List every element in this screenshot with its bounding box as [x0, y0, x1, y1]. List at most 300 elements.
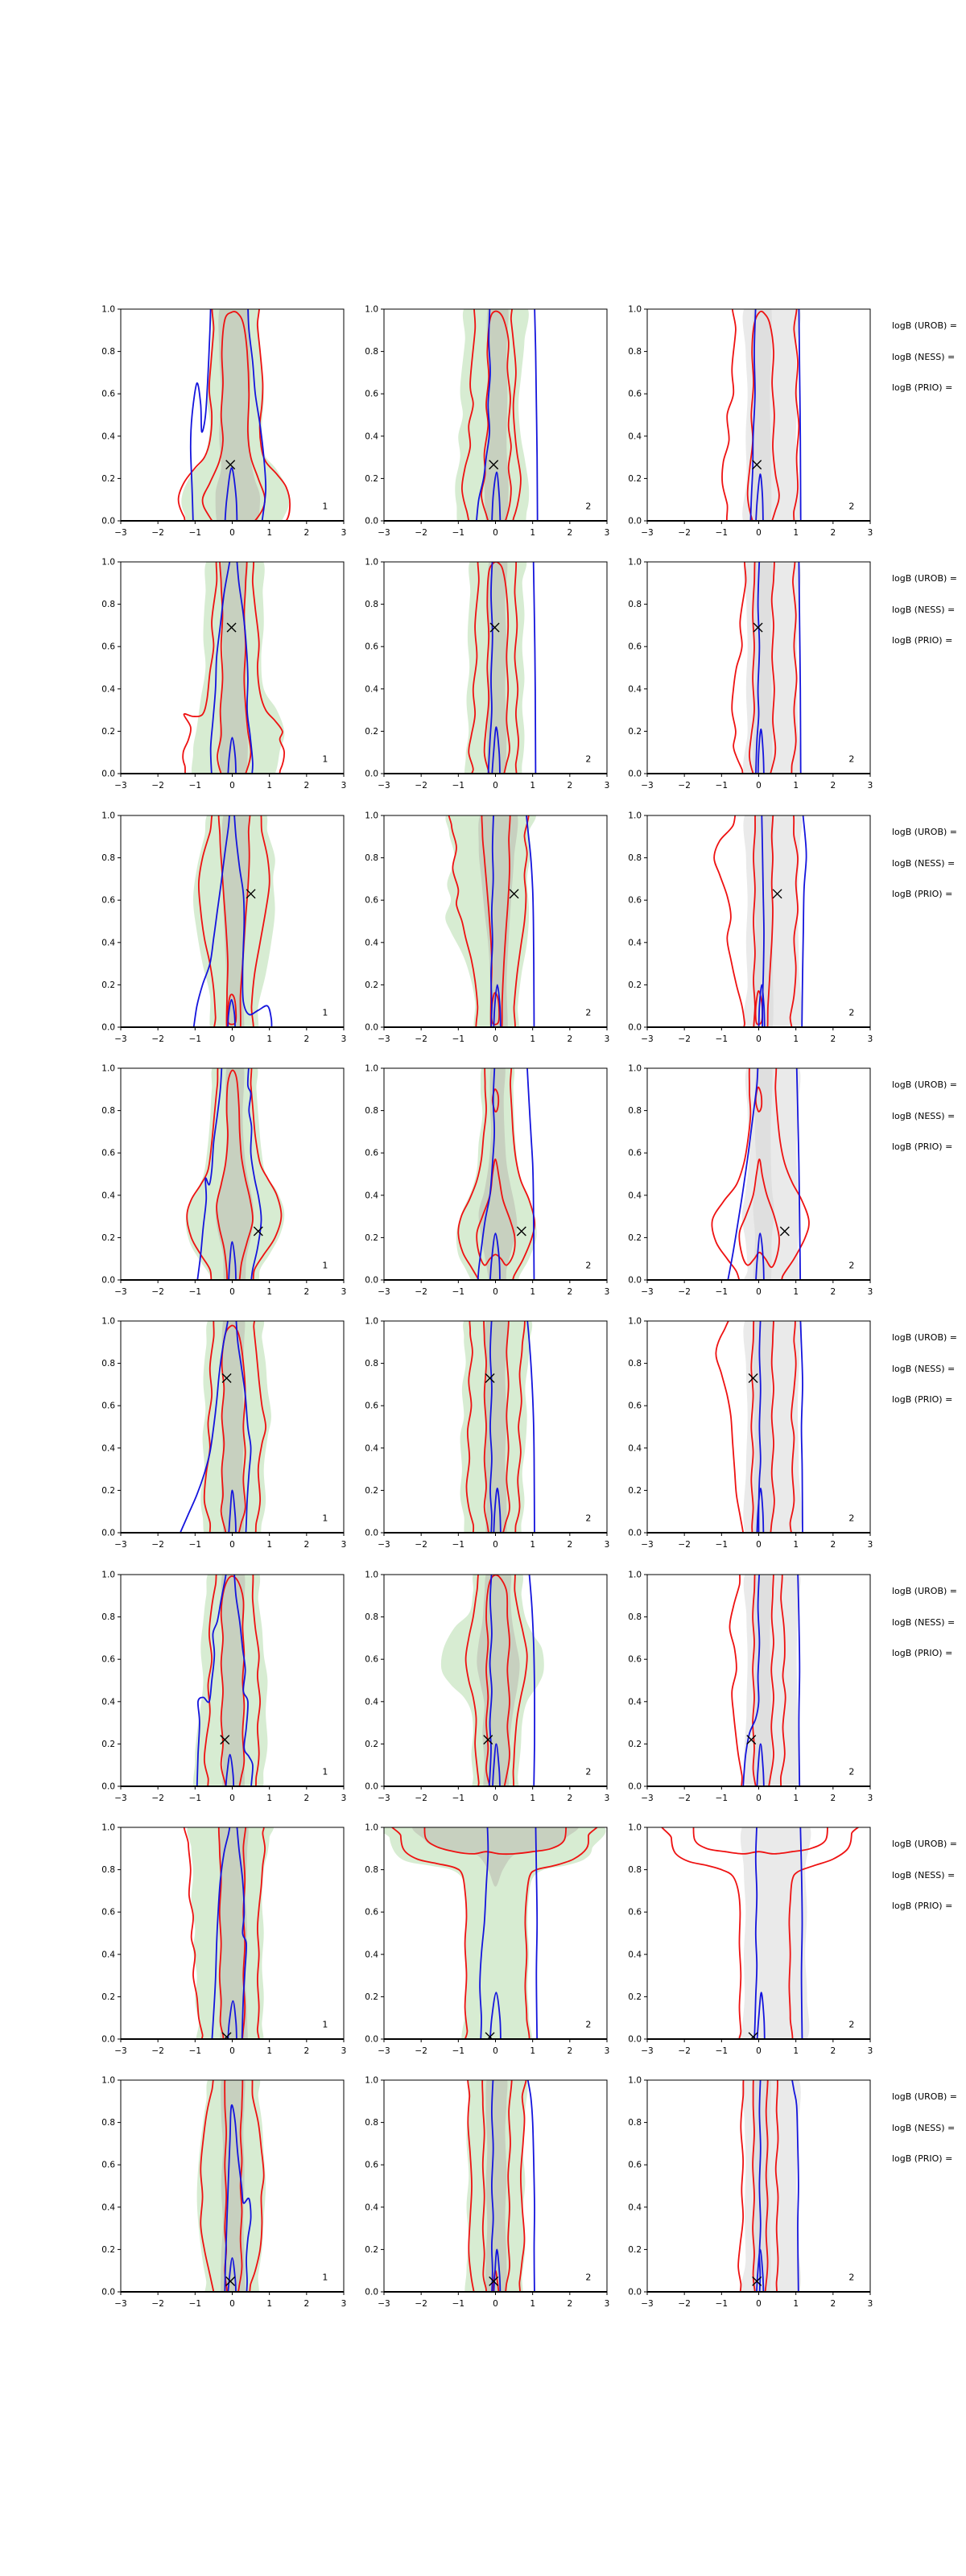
x-tick-label: 3 — [341, 1794, 347, 1803]
panel-corner-label: 2 — [848, 753, 855, 765]
x-tick-label: −1 — [452, 781, 465, 791]
panel-corner-label: 1 — [322, 1513, 328, 1524]
y-tick-label: 0.4 — [365, 1697, 378, 1707]
y-tick-label: 1.0 — [101, 1316, 115, 1327]
contour-plot-row2-col1 — [85, 554, 355, 803]
y-tick-label: 0.8 — [365, 853, 378, 864]
y-tick-label: 0.6 — [365, 389, 378, 399]
x-tick-label: −2 — [678, 2299, 691, 2309]
y-tick-label: 0.6 — [365, 1401, 378, 1411]
x-tick-label: 1 — [530, 1034, 536, 1044]
x-tick-label: −3 — [114, 1540, 127, 1550]
contours-layer — [445, 807, 536, 1045]
y-tick-label: 1.0 — [628, 304, 642, 315]
y-tick-label: 1.0 — [101, 304, 115, 315]
panel-corner-label: 1 — [322, 501, 328, 512]
y-tick-label: 0.6 — [101, 389, 115, 399]
y-tick-label: 1.0 — [101, 1570, 115, 1580]
x-tick-label: −3 — [378, 2046, 390, 2056]
x-tick-label: −3 — [378, 2299, 390, 2309]
y-tick-label: 1.0 — [365, 1063, 378, 1074]
y-tick-label: 0.8 — [101, 600, 115, 610]
x-tick-label: 2 — [567, 781, 573, 791]
x-tick-label: 1 — [793, 528, 799, 538]
x-tick-label: 2 — [303, 1034, 310, 1044]
x-tick-label: −2 — [151, 528, 164, 538]
x-tick-label: 1 — [530, 2299, 536, 2309]
side-label-urob: logB (UROB) = — [892, 320, 958, 331]
x-tick-label: −3 — [378, 781, 390, 791]
y-tick-label: 0.8 — [101, 1865, 115, 1876]
x-tick-label: −1 — [715, 1034, 729, 1044]
panel-corner-label: 1 — [322, 1007, 328, 1018]
contours-layer — [193, 807, 275, 1044]
x-tick-label: 1 — [266, 1540, 273, 1550]
x-tick-label: 3 — [341, 781, 347, 791]
x-tick-label: −3 — [114, 2299, 127, 2309]
panel-corner-label: 2 — [585, 501, 592, 512]
y-tick-label: 0.8 — [101, 2118, 115, 2128]
x-tick-label: 2 — [567, 1540, 573, 1550]
x-tick-label: 3 — [867, 1540, 873, 1550]
y-tick-label: 1.0 — [628, 1316, 642, 1327]
y-tick-label: 0.2 — [101, 473, 115, 484]
side-label-urob: logB (UROB) = — [892, 2091, 958, 2102]
y-tick-label: 0.2 — [628, 980, 642, 990]
x-tick-label: −2 — [151, 1287, 164, 1297]
y-tick-label: 0.6 — [628, 389, 642, 399]
y-tick-label: 0.8 — [628, 1865, 642, 1876]
panel-corner-label: 2 — [585, 1513, 592, 1524]
y-tick-label: 0.0 — [101, 2287, 115, 2297]
side-label-ness: logB (NESS) = — [892, 1111, 956, 1121]
x-tick-label: 1 — [793, 2299, 799, 2309]
x-tick-label: −2 — [678, 2046, 691, 2056]
x-tick-label: −2 — [678, 1034, 691, 1044]
x-tick-label: 0 — [756, 528, 762, 538]
x-tick-label: −3 — [378, 1034, 390, 1044]
y-tick-label: 0.8 — [628, 853, 642, 864]
contours-layer — [464, 554, 535, 791]
x-tick-label: 1 — [266, 1287, 273, 1297]
y-tick-label: 0.8 — [101, 1612, 115, 1623]
y-tick-label: 0.0 — [628, 2287, 642, 2297]
panel-corner-label: 2 — [585, 753, 592, 765]
y-tick-label: 1.0 — [628, 811, 642, 821]
y-tick-label: 1.0 — [101, 811, 115, 821]
x-tick-label: −2 — [678, 528, 691, 538]
y-tick-label: 0.0 — [365, 2287, 378, 2297]
contour-line-blue — [535, 1823, 537, 2044]
y-tick-label: 0.0 — [101, 1781, 115, 1792]
y-tick-label: 0.6 — [628, 2160, 642, 2170]
contours-layer — [729, 1567, 800, 1801]
y-tick-label: 0.6 — [101, 1148, 115, 1158]
x-tick-label: −1 — [452, 1287, 465, 1297]
x-tick-label: 2 — [830, 1034, 836, 1044]
x-tick-label: 0 — [229, 1794, 235, 1803]
x-tick-label: 0 — [756, 1287, 762, 1297]
x-tick-label: 3 — [867, 781, 873, 791]
x-tick-label: −2 — [151, 2299, 164, 2309]
y-tick-label: 0.2 — [101, 1232, 115, 1243]
x-tick-label: −1 — [188, 2299, 202, 2309]
y-tick-label: 1.0 — [365, 1316, 378, 1327]
x-tick-label: 0 — [756, 2046, 762, 2056]
x-tick-label: 3 — [867, 2046, 873, 2056]
y-tick-label: 0.8 — [101, 1106, 115, 1117]
x-tick-label: 3 — [604, 1540, 610, 1550]
y-tick-label: 0.2 — [628, 1485, 642, 1496]
x-tick-label: 0 — [229, 2299, 235, 2309]
side-label-urob: logB (UROB) = — [892, 1586, 958, 1596]
x-tick-label: 2 — [830, 528, 836, 538]
x-tick-label: 1 — [266, 1794, 273, 1803]
x-tick-label: 3 — [604, 1794, 610, 1803]
side-label-prio: logB (PRIO) = — [892, 1394, 953, 1405]
side-label-ness: logB (NESS) = — [892, 858, 956, 869]
y-tick-label: 1.0 — [365, 2075, 378, 2086]
contour-line-blue — [799, 305, 800, 526]
y-tick-label: 0.2 — [101, 2244, 115, 2255]
x-tick-label: −1 — [715, 1540, 729, 1550]
contour-plot-row8-col3 — [612, 2072, 881, 2321]
x-tick-label: 2 — [303, 781, 310, 791]
x-tick-label: −2 — [415, 781, 427, 791]
x-tick-label: 0 — [229, 1034, 235, 1044]
contour-plot-row5-col3 — [612, 1313, 881, 1562]
x-tick-label: −3 — [641, 1034, 654, 1044]
side-label-urob: logB (UROB) = — [892, 827, 958, 837]
x-tick-label: −2 — [678, 1794, 691, 1803]
x-tick-label: 2 — [567, 1034, 573, 1044]
x-tick-label: −2 — [678, 1287, 691, 1297]
y-tick-label: 0.8 — [628, 1106, 642, 1117]
y-tick-label: 1.0 — [365, 557, 378, 568]
y-tick-label: 1.0 — [628, 557, 642, 568]
y-tick-label: 0.0 — [101, 1022, 115, 1033]
x-tick-label: −2 — [415, 2299, 427, 2309]
y-tick-label: 0.6 — [628, 1148, 642, 1158]
x-tick-label: −1 — [188, 1287, 202, 1297]
x-tick-label: 3 — [867, 1794, 873, 1803]
contours-layer — [441, 1567, 544, 1801]
contours-layer — [456, 1060, 537, 1293]
y-tick-label: 0.0 — [101, 2034, 115, 2045]
x-tick-label: −2 — [151, 1034, 164, 1044]
x-tick-label: 1 — [266, 2046, 273, 2056]
y-tick-label: 0.2 — [365, 980, 378, 990]
y-tick-label: 0.2 — [101, 726, 115, 737]
x-tick-label: 2 — [830, 1287, 836, 1297]
x-tick-label: −3 — [641, 2299, 654, 2309]
panel-corner-label: 1 — [322, 1766, 328, 1777]
x-tick-label: 3 — [341, 1540, 347, 1550]
kde-fill-ginner — [485, 1314, 509, 1549]
x-tick-label: 2 — [567, 528, 573, 538]
contour-plot-row3-col2 — [349, 807, 618, 1056]
panel-corner-label: 2 — [585, 2272, 592, 2283]
panel-corner-label: 2 — [585, 2019, 592, 2030]
y-tick-label: 0.8 — [628, 600, 642, 610]
x-tick-label: −3 — [378, 1794, 390, 1803]
y-tick-label: 0.6 — [365, 642, 378, 652]
x-tick-label: −1 — [715, 528, 729, 538]
side-label-ness: logB (NESS) = — [892, 1870, 956, 1880]
y-tick-label: 0.2 — [628, 1992, 642, 2002]
y-tick-label: 0.0 — [628, 1275, 642, 1286]
y-tick-label: 0.0 — [628, 1781, 642, 1792]
y-tick-label: 0.0 — [365, 769, 378, 779]
x-tick-label: −1 — [715, 1794, 729, 1803]
x-tick-label: 3 — [604, 2299, 610, 2309]
y-tick-label: 1.0 — [365, 811, 378, 821]
contour-plot-row4-col2 — [349, 1060, 618, 1309]
y-tick-label: 0.2 — [628, 2244, 642, 2255]
panel-corner-label: 2 — [585, 1007, 592, 1018]
y-tick-label: 0.4 — [365, 938, 378, 948]
y-tick-label: 0.2 — [628, 473, 642, 484]
x-tick-label: −1 — [452, 1540, 465, 1550]
x-tick-label: 2 — [567, 2046, 573, 2056]
contour-plot-row1-col2 — [349, 301, 618, 550]
kde-fill-gray — [741, 2072, 801, 2302]
x-tick-label: 0 — [229, 528, 235, 538]
y-tick-label: 0.2 — [628, 1232, 642, 1243]
y-tick-label: 1.0 — [628, 1570, 642, 1580]
y-tick-label: 0.8 — [628, 1612, 642, 1623]
side-label-ness: logB (NESS) = — [892, 605, 956, 615]
x-tick-label: 3 — [604, 528, 610, 538]
y-tick-label: 0.4 — [628, 684, 642, 695]
side-label-urob: logB (UROB) = — [892, 1332, 958, 1343]
panel-corner-label: 1 — [322, 2272, 328, 2283]
contours-layer — [464, 2072, 535, 2308]
y-tick-label: 0.0 — [101, 1528, 115, 1538]
x-tick-label: −3 — [378, 1540, 390, 1550]
x-tick-label: −3 — [641, 781, 654, 791]
x-tick-label: 0 — [493, 1287, 498, 1297]
panel-corner-label: 2 — [848, 1766, 855, 1777]
contours-layer — [197, 2072, 266, 2308]
y-tick-label: 0.4 — [101, 938, 115, 948]
y-tick-label: 0.6 — [365, 2160, 378, 2170]
x-tick-label: 0 — [756, 781, 762, 791]
x-tick-label: 2 — [567, 2299, 573, 2309]
y-tick-label: 0.6 — [365, 895, 378, 906]
x-tick-label: 0 — [493, 1540, 498, 1550]
y-tick-label: 0.2 — [628, 1739, 642, 1749]
x-tick-label: 2 — [303, 1794, 310, 1803]
x-tick-label: −1 — [715, 1287, 729, 1297]
y-tick-label: 0.8 — [365, 1106, 378, 1117]
y-tick-label: 0.6 — [628, 895, 642, 906]
y-tick-label: 0.2 — [101, 1739, 115, 1749]
x-tick-label: 3 — [604, 1287, 610, 1297]
x-tick-label: 3 — [341, 528, 347, 538]
x-tick-label: 3 — [867, 528, 873, 538]
y-tick-label: 1.0 — [101, 2075, 115, 2086]
x-tick-label: −1 — [715, 2299, 729, 2309]
x-tick-label: 2 — [830, 2299, 836, 2309]
side-label-prio: logB (PRIO) = — [892, 635, 953, 646]
y-tick-label: 0.4 — [101, 1443, 115, 1454]
contours-layer — [738, 2072, 801, 2306]
y-tick-label: 0.0 — [101, 1275, 115, 1286]
x-tick-label: −2 — [415, 528, 427, 538]
y-tick-label: 1.0 — [101, 1063, 115, 1074]
x-tick-label: 3 — [341, 1287, 347, 1297]
x-tick-label: −2 — [151, 1794, 164, 1803]
x-tick-label: 0 — [493, 1794, 498, 1803]
y-tick-label: 0.6 — [365, 1654, 378, 1665]
x-tick-label: −2 — [151, 2046, 164, 2056]
contour-plot-row4-col3 — [612, 1060, 881, 1309]
panel-corner-label: 2 — [848, 2272, 855, 2283]
y-tick-label: 0.4 — [628, 2202, 642, 2213]
x-tick-label: 2 — [567, 1287, 573, 1297]
x-tick-label: −1 — [188, 528, 202, 538]
y-tick-label: 0.6 — [628, 1907, 642, 1918]
contours-layer — [659, 1819, 864, 2050]
contours-layer — [722, 301, 801, 535]
x-tick-label: −2 — [415, 2046, 427, 2056]
x-tick-label: −3 — [114, 2046, 127, 2056]
x-tick-label: −3 — [114, 528, 127, 538]
y-tick-label: 0.8 — [628, 1359, 642, 1369]
x-tick-label: −3 — [114, 781, 127, 791]
x-tick-label: −3 — [641, 1287, 654, 1297]
x-tick-label: 1 — [266, 2299, 273, 2309]
kde-fill-grinner — [753, 2072, 771, 2306]
y-tick-label: 0.8 — [365, 1612, 378, 1623]
x-tick-label: −3 — [114, 1794, 127, 1803]
side-label-prio: logB (PRIO) = — [892, 2153, 953, 2164]
y-tick-label: 1.0 — [628, 2075, 642, 2086]
y-tick-label: 0.4 — [628, 938, 642, 948]
x-tick-label: 0 — [493, 1034, 498, 1044]
x-tick-label: −1 — [188, 1794, 202, 1803]
y-tick-label: 0.2 — [365, 473, 378, 484]
x-tick-label: 0 — [756, 1794, 762, 1803]
x-tick-label: −1 — [715, 2046, 729, 2056]
x-tick-label: 0 — [756, 1540, 762, 1550]
x-tick-label: −2 — [678, 1540, 691, 1550]
x-tick-label: −1 — [452, 1034, 465, 1044]
contours-layer — [376, 1819, 606, 2054]
contour-plot-row3-col3 — [612, 807, 881, 1056]
y-tick-label: 0.6 — [101, 1907, 115, 1918]
side-label-ness: logB (NESS) = — [892, 1364, 956, 1374]
panel-corner-label: 2 — [848, 501, 855, 512]
x-tick-label: 2 — [830, 1794, 836, 1803]
y-tick-label: 0.6 — [101, 895, 115, 906]
x-tick-label: 2 — [303, 2046, 310, 2056]
y-tick-label: 0.2 — [101, 980, 115, 990]
x-tick-label: 2 — [830, 2046, 836, 2056]
x-tick-label: 2 — [567, 1794, 573, 1803]
y-tick-label: 0.4 — [628, 1950, 642, 1960]
panel-corner-label: 2 — [585, 1766, 592, 1777]
y-tick-label: 0.4 — [101, 1950, 115, 1960]
y-tick-label: 0.4 — [628, 1443, 642, 1454]
contour-plot-row7-col3 — [612, 1819, 881, 2068]
x-tick-label: 3 — [867, 2299, 873, 2309]
side-label-prio: logB (PRIO) = — [892, 889, 953, 899]
y-tick-label: 0.6 — [101, 1401, 115, 1411]
x-tick-label: 1 — [266, 1034, 273, 1044]
y-tick-label: 0.4 — [628, 431, 642, 442]
contours-layer — [455, 301, 537, 538]
contours-layer — [712, 1060, 809, 1292]
panel-corner-label: 2 — [848, 1007, 855, 1018]
x-tick-label: −3 — [641, 528, 654, 538]
x-tick-label: 1 — [793, 1034, 799, 1044]
contour-plot-row4-col1 — [85, 1060, 355, 1309]
y-tick-label: 0.2 — [365, 1992, 378, 2002]
x-tick-label: 1 — [266, 781, 273, 791]
side-label-prio: logB (PRIO) = — [892, 1901, 953, 1911]
x-tick-label: −1 — [188, 1034, 202, 1044]
x-tick-label: 2 — [303, 1287, 310, 1297]
contour-plot-row1-col3 — [612, 301, 881, 550]
contour-line-blue — [802, 811, 807, 1032]
contours-layer — [186, 1060, 285, 1294]
contour-plot-row5-col1 — [85, 1313, 355, 1562]
contour-plot-row3-col1 — [85, 807, 355, 1056]
side-label-prio: logB (PRIO) = — [892, 1141, 953, 1152]
x-tick-label: 2 — [830, 1540, 836, 1550]
x-tick-label: 3 — [604, 781, 610, 791]
panel-corner-label: 1 — [322, 2019, 328, 2030]
x-tick-label: −1 — [188, 2046, 202, 2056]
x-tick-label: 0 — [756, 2299, 762, 2309]
y-tick-label: 0.6 — [628, 1401, 642, 1411]
y-tick-label: 0.4 — [101, 1191, 115, 1201]
contour-plot-row2-col3 — [612, 554, 881, 803]
contours-layer — [183, 554, 284, 789]
y-tick-label: 1.0 — [101, 557, 115, 568]
y-tick-label: 0.0 — [365, 1781, 378, 1792]
contours-layer — [716, 1313, 803, 1547]
panel-corner-label: 2 — [848, 2019, 855, 2030]
contour-plot-row8-col2 — [349, 2072, 618, 2321]
y-tick-label: 0.2 — [101, 1992, 115, 2002]
y-tick-label: 0.2 — [365, 1739, 378, 1749]
x-tick-label: 3 — [867, 1287, 873, 1297]
y-tick-label: 1.0 — [628, 1063, 642, 1074]
side-label-ness: logB (NESS) = — [892, 1617, 956, 1628]
x-tick-label: −3 — [378, 528, 390, 538]
contours-layer — [714, 807, 807, 1042]
x-tick-label: −2 — [678, 781, 691, 791]
side-label-urob: logB (UROB) = — [892, 1839, 958, 1849]
panel-corner-label: 1 — [322, 1260, 328, 1271]
panel-corner-label: 2 — [848, 1260, 855, 1271]
contour-plot-row6-col3 — [612, 1567, 881, 1815]
x-tick-label: 1 — [266, 528, 273, 538]
contour-plot-row8-col1 — [85, 2072, 355, 2321]
contours-layer — [460, 1313, 535, 1549]
x-tick-label: 0 — [229, 2046, 235, 2056]
x-tick-label: −1 — [452, 2299, 465, 2309]
contours-layer — [179, 1313, 271, 1546]
x-tick-label: 0 — [229, 1287, 235, 1297]
x-tick-label: −3 — [641, 2046, 654, 2056]
contours-layer — [184, 1819, 274, 2054]
y-tick-label: 0.8 — [365, 2118, 378, 2128]
x-tick-label: −3 — [378, 1287, 390, 1297]
